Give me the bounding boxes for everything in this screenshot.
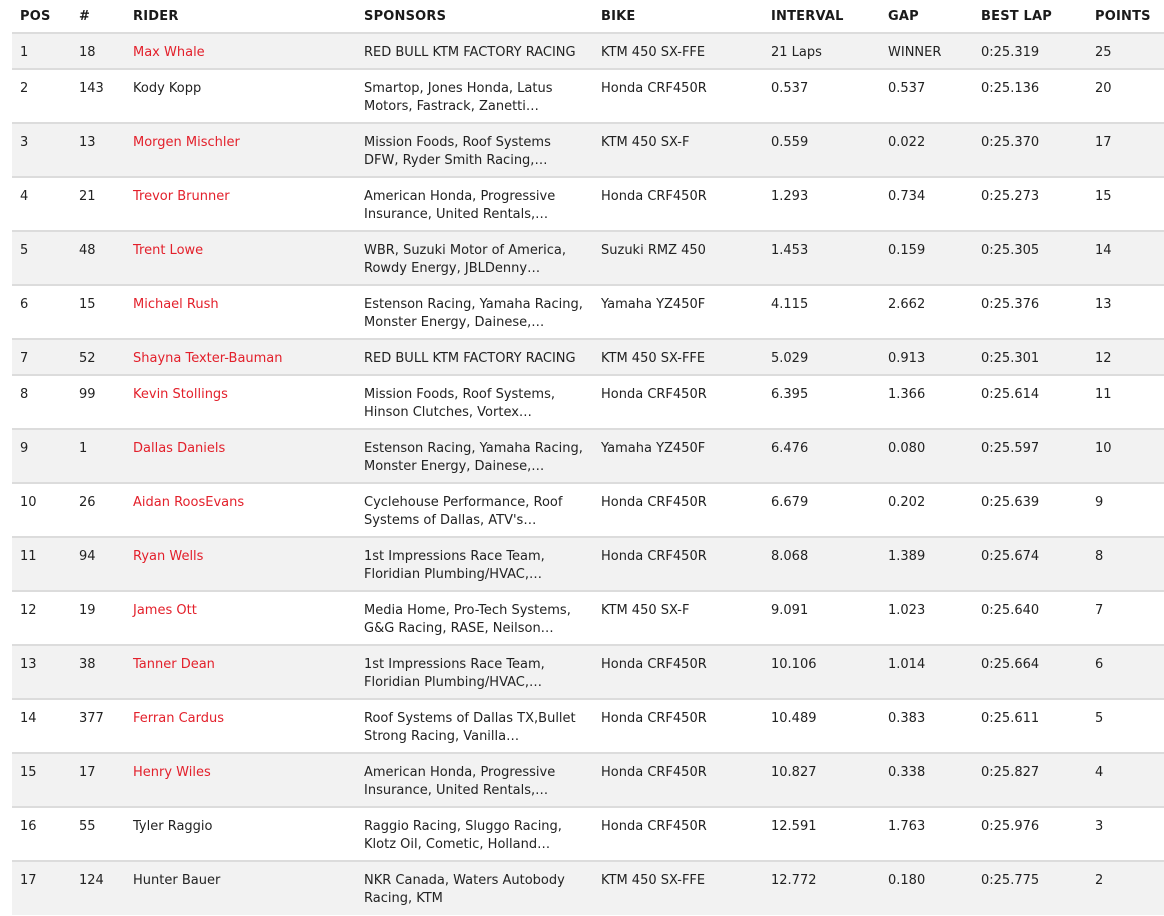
sponsors-cell (356, 123, 593, 177)
points-cell: 7 (1095, 603, 1104, 618)
rider-cell (125, 861, 356, 915)
rider-link[interactable]: Ryan Wells (133, 549, 204, 564)
interval-cell: 6.679 (771, 495, 809, 510)
gap-cell: 0.180 (888, 873, 926, 888)
points-cell: 17 (1095, 135, 1112, 150)
position-cell: 16 (20, 819, 37, 834)
rider-cell (125, 339, 356, 375)
gap-cell: 1.389 (888, 549, 926, 564)
table-row (12, 375, 1164, 429)
number-cell: 21 (79, 189, 96, 204)
number-cell: 13 (79, 135, 96, 150)
position-cell: 14 (20, 711, 37, 726)
position-cell: 4 (20, 189, 29, 204)
bike-cell: Honda CRF450R (601, 657, 707, 672)
points-cell: 12 (1095, 351, 1112, 366)
sponsors-cell (356, 645, 593, 699)
results-table (12, 0, 1164, 915)
header-rider: RIDER (133, 8, 179, 24)
interval-cell: 10.827 (771, 765, 817, 780)
number-cell: 38 (79, 657, 96, 672)
position-cell: 13 (20, 657, 37, 672)
interval-cell: 1.293 (771, 189, 809, 204)
sponsors-text: Smartop, Jones Honda, Latus Motors, Fastrack, Zanetti… (364, 81, 553, 114)
sponsors-cell (356, 483, 593, 537)
number-cell: 143 (79, 81, 104, 96)
bike-cell: Honda CRF450R (601, 711, 707, 726)
points-cell: 8 (1095, 549, 1104, 564)
rider-cell (125, 699, 356, 753)
rider-cell (125, 591, 356, 645)
gap-cell: 0.537 (888, 81, 926, 96)
points-cell: 5 (1095, 711, 1104, 726)
rider-cell (125, 177, 356, 231)
number-cell: 55 (79, 819, 96, 834)
sponsors-cell (356, 285, 593, 339)
table-row (12, 699, 1164, 753)
sponsors-text: Cyclehouse Performance, Roof Systems of Dallas, ATV's… (364, 495, 563, 528)
sponsors-text: 1st Impressions Race Team, Floridian Plumbing/HVAC,… (364, 657, 545, 690)
position-cell: 15 (20, 765, 37, 780)
rider-link[interactable]: Max Whale (133, 45, 205, 60)
best-lap-cell: 0:25.827 (981, 765, 1040, 780)
gap-cell: 0.159 (888, 243, 926, 258)
table-row (12, 861, 1164, 915)
rider-cell (125, 537, 356, 591)
gap-cell: 0.913 (888, 351, 926, 366)
sponsors-text: NKR Canada, Waters Autobody Racing, KTM (364, 873, 565, 906)
interval-cell: 12.591 (771, 819, 817, 834)
interval-cell: 4.115 (771, 297, 809, 312)
rider-link[interactable]: Ferran Cardus (133, 711, 224, 726)
number-cell: 99 (79, 387, 96, 402)
table-row (12, 807, 1164, 861)
sponsors-text: WBR, Suzuki Motor of America, Rowdy Energy, JBLDenny… (364, 243, 567, 276)
header-sponsors: SPONSORS (364, 8, 447, 24)
header-points: POINTS (1095, 8, 1151, 24)
sponsors-text: Mission Foods, Roof Systems, Hinson Clutches, Vortex… (364, 387, 555, 420)
points-cell: 15 (1095, 189, 1112, 204)
rider-cell (125, 483, 356, 537)
rider-cell (125, 807, 356, 861)
table-row (12, 33, 1164, 69)
interval-cell: 6.395 (771, 387, 809, 402)
number-cell: 48 (79, 243, 96, 258)
interval-cell: 10.489 (771, 711, 817, 726)
points-cell: 9 (1095, 495, 1104, 510)
table-row (12, 285, 1164, 339)
header-pos: POS (20, 8, 51, 24)
interval-cell: 6.476 (771, 441, 809, 456)
gap-cell: WINNER (888, 45, 942, 60)
sponsors-cell (356, 231, 593, 285)
best-lap-cell: 0:25.775 (981, 873, 1040, 888)
header-number: # (79, 8, 91, 24)
best-lap-cell: 0:25.597 (981, 441, 1040, 456)
sponsors-cell (356, 537, 593, 591)
sponsors-text: American Honda, Progressive Insurance, United Rentals,… (364, 189, 556, 222)
number-cell: 1 (79, 441, 88, 456)
best-lap-cell: 0:25.305 (981, 243, 1040, 258)
rider-link[interactable]: Morgen Mischler (133, 135, 240, 150)
best-lap-cell: 0:25.370 (981, 135, 1040, 150)
position-cell: 9 (20, 441, 29, 456)
best-lap-cell: 0:25.319 (981, 45, 1040, 60)
header-bike: BIKE (601, 8, 636, 24)
rider-cell (125, 33, 356, 69)
sponsors-text: Raggio Racing, Sluggo Racing, Klotz Oil, Cometic, Holland… (364, 819, 562, 852)
bike-cell: Honda CRF450R (601, 549, 707, 564)
sponsors-cell (356, 33, 593, 69)
gap-cell: 0.734 (888, 189, 926, 204)
bike-cell: Honda CRF450R (601, 387, 707, 402)
rider-cell (125, 645, 356, 699)
interval-cell: 5.029 (771, 351, 809, 366)
bike-cell: KTM 450 SX-F (601, 135, 690, 150)
rider-cell (125, 429, 356, 483)
number-cell: 94 (79, 549, 96, 564)
sponsors-text: American Honda, Progressive Insurance, United Rentals,… (364, 765, 556, 798)
position-cell: 5 (20, 243, 29, 258)
number-cell: 17 (79, 765, 96, 780)
points-cell: 2 (1095, 873, 1104, 888)
sponsors-cell (356, 339, 593, 375)
number-cell: 52 (79, 351, 96, 366)
gap-cell: 0.202 (888, 495, 926, 510)
interval-cell: 10.106 (771, 657, 817, 672)
number-cell: 18 (79, 45, 96, 60)
sponsors-text: Media Home, Pro-Tech Systems, G&G Racing, RASE, Neilson… (364, 603, 571, 636)
rider-cell (125, 123, 356, 177)
sponsors-text: Estenson Racing, Yamaha Racing, Monster Energy, Dainese,… (364, 441, 583, 474)
rider-link[interactable]: Tanner Dean (133, 657, 215, 672)
header-interval: INTERVAL (771, 8, 844, 24)
rider-cell (125, 69, 356, 123)
rider-name: Hunter Bauer (133, 873, 221, 888)
bike-cell: Honda CRF450R (601, 189, 707, 204)
position-cell: 3 (20, 135, 29, 150)
rider-link[interactable]: Trevor Brunner (133, 189, 230, 204)
gap-cell: 0.080 (888, 441, 926, 456)
position-cell: 1 (20, 45, 29, 60)
rider-cell (125, 753, 356, 807)
sponsors-cell (356, 429, 593, 483)
bike-cell: Honda CRF450R (601, 495, 707, 510)
header-gap: GAP (888, 8, 919, 24)
best-lap-cell: 0:25.611 (981, 711, 1040, 726)
points-cell: 10 (1095, 441, 1112, 456)
best-lap-cell: 0:25.976 (981, 819, 1040, 834)
interval-cell: 1.453 (771, 243, 809, 258)
gap-cell: 0.022 (888, 135, 926, 150)
rider-cell (125, 375, 356, 429)
best-lap-cell: 0:25.273 (981, 189, 1040, 204)
table-row (12, 69, 1164, 123)
rider-link[interactable]: Aidan RoosEvans (133, 495, 245, 510)
rider-link[interactable]: Shayna Texter-Bauman (133, 351, 283, 366)
position-cell: 10 (20, 495, 37, 510)
gap-cell: 0.338 (888, 765, 926, 780)
number-cell: 377 (79, 711, 104, 726)
gap-cell: 1.763 (888, 819, 926, 834)
interval-cell: 0.537 (771, 81, 809, 96)
bike-cell: Honda CRF450R (601, 819, 707, 834)
table-row (12, 753, 1164, 807)
bike-cell: KTM 450 SX-F (601, 603, 690, 618)
results-body (12, 33, 1164, 915)
sponsors-text: RED BULL KTM FACTORY RACING (364, 351, 576, 366)
sponsors-text: RED BULL KTM FACTORY RACING (364, 45, 576, 60)
table-row (12, 591, 1164, 645)
best-lap-cell: 0:25.664 (981, 657, 1040, 672)
sponsors-cell (356, 177, 593, 231)
rider-link[interactable]: Dallas Daniels (133, 441, 226, 456)
results-header (12, 0, 1164, 33)
bike-cell: KTM 450 SX-FFE (601, 351, 706, 366)
points-cell: 3 (1095, 819, 1104, 834)
points-cell: 4 (1095, 765, 1104, 780)
gap-cell: 1.366 (888, 387, 926, 402)
bike-cell: Honda CRF450R (601, 765, 707, 780)
interval-cell: 12.772 (771, 873, 817, 888)
position-cell: 11 (20, 549, 37, 564)
rider-name: Kody Kopp (133, 81, 202, 96)
number-cell: 26 (79, 495, 96, 510)
header-row (12, 0, 1164, 33)
table-row (12, 231, 1164, 285)
best-lap-cell: 0:25.376 (981, 297, 1040, 312)
best-lap-cell: 0:25.639 (981, 495, 1040, 510)
position-cell: 12 (20, 603, 37, 618)
points-cell: 6 (1095, 657, 1104, 672)
position-cell: 6 (20, 297, 29, 312)
best-lap-cell: 0:25.301 (981, 351, 1040, 366)
number-cell: 124 (79, 873, 104, 888)
number-cell: 19 (79, 603, 96, 618)
sponsors-text: Mission Foods, Roof Systems DFW, Ryder Smith Racing,… (364, 135, 551, 168)
best-lap-cell: 0:25.674 (981, 549, 1040, 564)
rider-link[interactable]: Trent Lowe (133, 243, 204, 258)
position-cell: 17 (20, 873, 37, 888)
rider-link[interactable]: Kevin Stollings (133, 387, 228, 402)
rider-link[interactable]: Michael Rush (133, 297, 219, 312)
interval-cell: 0.559 (771, 135, 809, 150)
rider-link[interactable]: Henry Wiles (133, 765, 211, 780)
table-row (12, 483, 1164, 537)
interval-cell: 9.091 (771, 603, 809, 618)
gap-cell: 2.662 (888, 297, 926, 312)
sponsors-cell (356, 807, 593, 861)
interval-cell: 21 Laps (771, 45, 822, 60)
number-cell: 15 (79, 297, 96, 312)
points-cell: 25 (1095, 45, 1112, 60)
best-lap-cell: 0:25.640 (981, 603, 1040, 618)
sponsors-text: Estenson Racing, Yamaha Racing, Monster Energy, Dainese,… (364, 297, 583, 330)
rider-cell (125, 231, 356, 285)
bike-cell: Suzuki RMZ 450 (601, 243, 706, 258)
table-row (12, 537, 1164, 591)
rider-name: Tyler Raggio (133, 819, 213, 834)
bike-cell: Yamaha YZ450F (601, 297, 706, 312)
sponsors-text: Roof Systems of Dallas TX,Bullet Strong Racing, Vanilla… (364, 711, 576, 744)
best-lap-cell: 0:25.136 (981, 81, 1040, 96)
interval-cell: 8.068 (771, 549, 809, 564)
position-cell: 7 (20, 351, 29, 366)
bike-cell: KTM 450 SX-FFE (601, 873, 706, 888)
sponsors-text: 1st Impressions Race Team, Floridian Plumbing/HVAC,… (364, 549, 545, 582)
rider-cell (125, 285, 356, 339)
sponsors-cell (356, 591, 593, 645)
table-row (12, 123, 1164, 177)
points-cell: 14 (1095, 243, 1112, 258)
best-lap-cell: 0:25.614 (981, 387, 1040, 402)
sponsors-cell (356, 753, 593, 807)
header-best-lap: BEST LAP (981, 8, 1053, 24)
gap-cell: 1.014 (888, 657, 926, 672)
sponsors-cell (356, 375, 593, 429)
points-cell: 11 (1095, 387, 1112, 402)
table-row (12, 645, 1164, 699)
gap-cell: 0.383 (888, 711, 926, 726)
bike-cell: Honda CRF450R (601, 81, 707, 96)
sponsors-cell (356, 69, 593, 123)
table-row (12, 177, 1164, 231)
position-cell: 8 (20, 387, 29, 402)
table-row (12, 429, 1164, 483)
bike-cell: KTM 450 SX-FFE (601, 45, 706, 60)
table-row (12, 339, 1164, 375)
sponsors-cell (356, 699, 593, 753)
gap-cell: 1.023 (888, 603, 926, 618)
rider-link[interactable]: James Ott (133, 603, 197, 618)
bike-cell: Yamaha YZ450F (601, 441, 706, 456)
points-cell: 13 (1095, 297, 1112, 312)
sponsors-cell (356, 861, 593, 915)
position-cell: 2 (20, 81, 29, 96)
points-cell: 20 (1095, 81, 1112, 96)
